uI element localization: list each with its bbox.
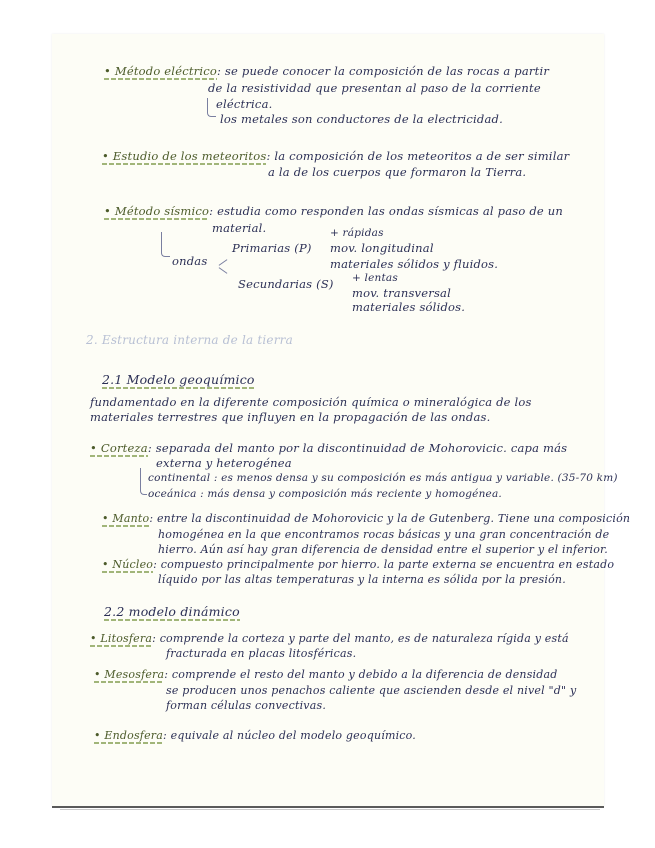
manto-text1: : entre la discontinuidad de Mohorovicic y la de Gutenberg. Tiene una composición <box>149 512 631 525</box>
metodo-electrico-bracket <box>207 98 216 117</box>
nucleo-label: • Núcleo <box>102 558 154 571</box>
meteoritos-label: • Estudio de los meteoritos <box>102 149 267 163</box>
manto-line2: homogénea en la que encontramos rocas básicas y una gran concentración de <box>158 528 610 541</box>
primarias-item1: + rápidas <box>330 227 384 239</box>
geoquimico-line2: materiales terrestres que influyen en la propagación de las ondas. <box>90 410 491 424</box>
ondas-label: ondas <box>172 254 208 268</box>
metodo-electrico-line2: de la resistividad que presentan al paso de la corriente <box>208 81 541 95</box>
section-2-title: 2. Estructura interna de la tierra <box>86 333 293 347</box>
mesosfera-line3: forman células convectivas. <box>166 699 327 712</box>
dinamico-title <box>104 604 240 619</box>
corteza-text1: : separada del manto por la discontinuidad de Mohorovicic. capa más <box>147 441 568 455</box>
endosfera-label: • Endosfera <box>94 729 164 742</box>
primarias-item3: materiales sólidos y fluidos. <box>330 257 499 271</box>
primarias-label: Primarias (P) <box>232 241 312 255</box>
corteza-line2: externa y heterogénea <box>156 456 292 470</box>
nucleo-text1: : compuesto principalmente por hierro. la parte externa se encuentra en estado <box>153 558 615 571</box>
manto-label: • Manto <box>102 512 150 525</box>
secundarias-item3: materiales sólidos. <box>352 300 466 314</box>
metodo-electrico-line4: los metales son conductores de la electricidad. <box>220 112 503 126</box>
meteoritos-line1 <box>102 149 569 163</box>
nucleo-line1 <box>102 558 614 571</box>
metodo-sismico-text1: : estudia como responden las ondas sísmicas al paso de un <box>209 204 563 218</box>
corteza-bracket <box>140 468 147 495</box>
mesosfera-line1 <box>94 668 558 681</box>
metodo-electrico-line1 <box>104 64 549 78</box>
corteza-oceanica: oceánica : más densa y composición más reciente y homogénea. <box>148 488 502 500</box>
ondas-bracket <box>161 232 170 257</box>
secundarias-item2: mov. transversal <box>352 286 451 300</box>
metodo-electrico-label: • Método eléctrico <box>104 64 217 78</box>
meteoritos-text1: : la composición de los meteoritos a de ser similar <box>266 149 570 163</box>
mesosfera-text1: : comprende el resto del manto y debido a la diferencia de densidad <box>164 668 558 681</box>
mesosfera-line2: se producen unos penachos caliente que ascienden desde el nivel "d" y <box>166 684 577 697</box>
manto-line1 <box>102 512 630 525</box>
primarias-item2: mov. longitudinal <box>330 241 434 255</box>
litosfera-line2: fracturada en placas litosféricas. <box>166 647 357 660</box>
corteza-line1 <box>90 441 567 455</box>
endosfera-text1: : equivale al núcleo del modelo geoquímico. <box>163 729 416 742</box>
manto-line3: hierro. Aún así hay gran diferencia de densidad entre el superior y el inferior. <box>158 543 608 556</box>
litosfera-line1 <box>90 632 569 645</box>
metodo-electrico-line3: eléctrica. <box>216 97 273 111</box>
endosfera-line1 <box>94 729 416 742</box>
geoquimico-title <box>102 372 255 387</box>
metodo-sismico-label: • Método sísmico <box>104 204 210 218</box>
dinamico-title-text: 2.2 modelo dinámico <box>104 604 240 619</box>
metodo-sismico-line2: material. <box>212 221 267 235</box>
secundarias-item1: + lentas <box>352 272 398 284</box>
meteoritos-line2: a la de los cuerpos que formaron la Tierra. <box>268 165 527 179</box>
litosfera-text1: : comprende la corteza y parte del manto, es de naturaleza rígida y está <box>152 632 569 645</box>
geoquimico-line1: fundamentado en la diferente composición química o mineralógica de los <box>90 395 532 409</box>
litosfera-label: • Litosfera <box>90 632 153 645</box>
metodo-electrico-text1: : se puede conocer la composición de las rocas a partir <box>217 64 550 78</box>
geoquimico-title-text: 2.1 Modelo geoquímico <box>102 372 255 387</box>
corteza-continental: continental : es menos densa y su composición es más antigua y variable. (35-70 km) <box>148 472 618 484</box>
mesosfera-label: • Mesosfera <box>94 668 165 681</box>
metodo-sismico-line1 <box>104 204 563 218</box>
page-edge <box>52 806 604 808</box>
corteza-label: • Corteza <box>90 441 148 455</box>
page-edge-shadow <box>60 809 600 810</box>
nucleo-line2: líquido por las altas temperaturas y la interna es sólida por la presión. <box>158 573 566 586</box>
secundarias-label: Secundarias (S) <box>238 277 334 291</box>
